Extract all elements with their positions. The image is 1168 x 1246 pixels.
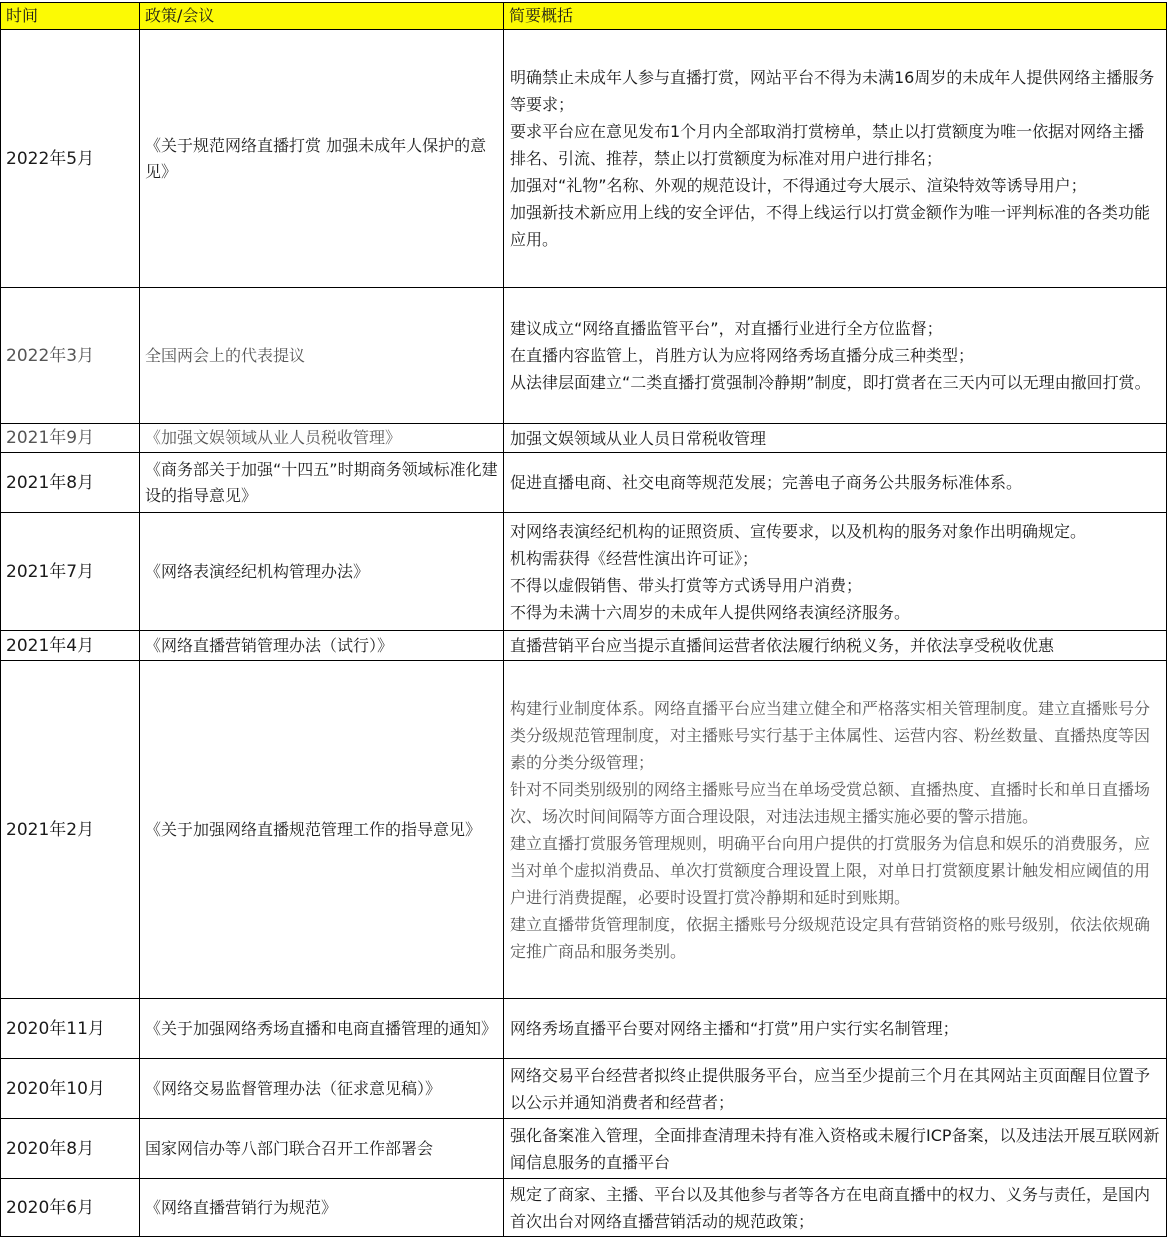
table-row <box>1 424 1167 453</box>
summary-line: 规定了商家、主播、平台以及其他参与者等各方在电商直播中的权力、义务与责任，是国内首次出台对网络直播营销活动的规范政策； <box>510 1184 1151 1231</box>
header-summary: 简要概括 <box>504 3 1167 30</box>
summary-line: 直播营销平台应当提示直播间运营者依法履行纳税义务，并依法享受税收优惠 <box>510 636 1055 655</box>
policy-table <box>0 2 1167 1237</box>
row-policy: 国家网信办等八部门联合召开工作部署会 <box>140 1119 504 1179</box>
summary-line: 建议成立“网络直播监管平台”，对直播行业进行全方位监督； <box>510 319 943 338</box>
summary-line: 建立直播打赏服务管理规则，明确平台向用户提供的打赏服务为信息和娱乐的消费服务，应当对单个虚拟消费品、单次打赏额度合理设置上限，对单日打赏额度累计触发相应阈值的用户进行消费提醒，必要时设置打赏冷静期和延时到账期。 <box>510 833 1151 907</box>
row-policy: 《关于规范网络直播打赏 加强未成年人保护的意见》 <box>140 30 504 288</box>
row-date: 2022年3月 <box>1 288 140 424</box>
summary-line: 对网络表演经纪机构的证照资质、宣传要求，以及机构的服务对象作出明确规定。 <box>510 521 1087 541</box>
row-policy: 《网络交易监督管理办法（征求意见稿）》 <box>140 1059 504 1119</box>
header-row <box>1 3 1167 30</box>
summary-line: 明确禁止未成年人参与直播打赏，网站平台不得为未满16周岁的未成年人提供网络主播服务等要求； <box>510 68 1155 114</box>
row-policy: 《网络直播营销管理办法（试行）》 <box>140 631 504 661</box>
row-policy: 《网络直播营销行为规范》 <box>140 1179 504 1237</box>
summary-line: 不得以虚假销售、带头打赏等方式诱导用户消费； <box>510 575 863 595</box>
summary-line: 要求平台应在意见发布1个月内全部取消打赏榜单，禁止以打赏额度为唯一依据对网络主播排名、引流、推荐，禁止以打赏额度为标准对用户进行排名； <box>510 122 1145 168</box>
row-summary <box>504 1179 1167 1237</box>
summary-line: 机构需获得《经营性演出许可证》； <box>510 548 759 568</box>
table-row <box>1 1059 1167 1119</box>
table-row <box>1 1119 1167 1179</box>
row-date: 2020年10月 <box>1 1059 140 1119</box>
table-row <box>1 999 1167 1059</box>
row-summary <box>504 453 1167 513</box>
summary-line: 强化备案准入管理，全面排查清理未持有准入资格或未履行ICP备案，以及违法开展互联网新闻信息服务的直播平台 <box>510 1125 1160 1172</box>
row-summary <box>504 631 1167 661</box>
summary-line: 加强文娱领域从业人员日常税收管理 <box>510 428 767 448</box>
table-row <box>1 661 1167 999</box>
table-row <box>1 1179 1167 1237</box>
row-date: 2020年6月 <box>1 1179 140 1237</box>
summary-line: 促进直播电商、社交电商等规范发展；完善电子商务公共服务标准体系。 <box>510 473 1023 492</box>
table-row <box>1 453 1167 513</box>
header-policy: 政策/会议 <box>140 3 504 30</box>
row-date: 2020年11月 <box>1 999 140 1059</box>
table-row <box>1 30 1167 288</box>
row-summary <box>504 30 1167 288</box>
table-row <box>1 288 1167 424</box>
row-date: 2020年8月 <box>1 1119 140 1179</box>
row-summary <box>504 1059 1167 1119</box>
table-row <box>1 631 1167 661</box>
header-time: 时间 <box>1 3 140 30</box>
table-row <box>1 513 1167 631</box>
row-policy: 《加强文娱领域从业人员税收管理》 <box>140 424 504 453</box>
summary-line: 不得为未满十六周岁的未成年人提供网络表演经济服务。 <box>510 602 911 622</box>
row-date: 2021年7月 <box>1 513 140 631</box>
row-policy: 《关于加强网络秀场直播和电商直播管理的通知》 <box>140 999 504 1059</box>
summary-line: 从法律层面建立“二类直播打赏强制冷静期”制度，即打赏者在三天内可以无理由撤回打赏。 <box>510 373 1151 392</box>
summary-line: 在直播内容监管上，肖胜方认为应将网络秀场直播分成三种类型； <box>510 346 975 365</box>
row-summary <box>504 999 1167 1059</box>
row-date: 2021年4月 <box>1 631 140 661</box>
row-policy: 全国两会上的代表提议 <box>140 288 504 424</box>
row-summary <box>504 424 1167 453</box>
summary-line: 网络秀场直播平台要对网络主播和“打赏”用户实行实名制管理； <box>510 1019 959 1038</box>
row-summary <box>504 661 1167 999</box>
summary-line: 网络交易平台经营者拟终止提供服务平台，应当至少提前三个月在其网站主页面醒目位置予以公示并通知消费者和经营者； <box>510 1065 1151 1112</box>
row-date: 2021年8月 <box>1 453 140 513</box>
row-summary <box>504 288 1167 424</box>
summary-line: 加强新技术新应用上线的安全评估，不得上线运行以打赏金额作为唯一评判标准的各类功能应用。 <box>510 203 1151 249</box>
row-summary <box>504 513 1167 631</box>
summary-line: 建立直播带货管理制度，依据主播账号分级规范设定具有营销资格的账号级别，依法依规确定推广商品和服务类别。 <box>510 914 1151 961</box>
row-policy: 《网络表演经纪机构管理办法》 <box>140 513 504 631</box>
row-date: 2021年9月 <box>1 424 140 453</box>
row-policy: 《商务部关于加强“十四五”时期商务领域标准化建设的指导意见》 <box>140 453 504 513</box>
summary-line: 构建行业制度体系。网络直播平台应当建立健全和严格落实相关管理制度。建立直播账号分类分级规范管理制度，对主播账号实行基于主体属性、运营内容、粉丝数量、直播热度等因素的分类分级管理； <box>510 698 1151 772</box>
row-policy: 《关于加强网络直播规范管理工作的指导意见》 <box>140 661 504 999</box>
summary-line: 加强对“礼物”名称、外观的规范设计，不得通过夸大展示、渲染特效等诱导用户； <box>510 176 1087 195</box>
row-summary <box>504 1119 1167 1179</box>
row-date: 2021年2月 <box>1 661 140 999</box>
row-date: 2022年5月 <box>1 30 140 288</box>
summary-line: 针对不同类别级别的网络主播账号应当在单场受赏总额、直播热度、直播时长和单日直播场次、场次时间间隔等方面合理设限，对违法违规主播实施必要的警示措施。 <box>510 779 1151 826</box>
